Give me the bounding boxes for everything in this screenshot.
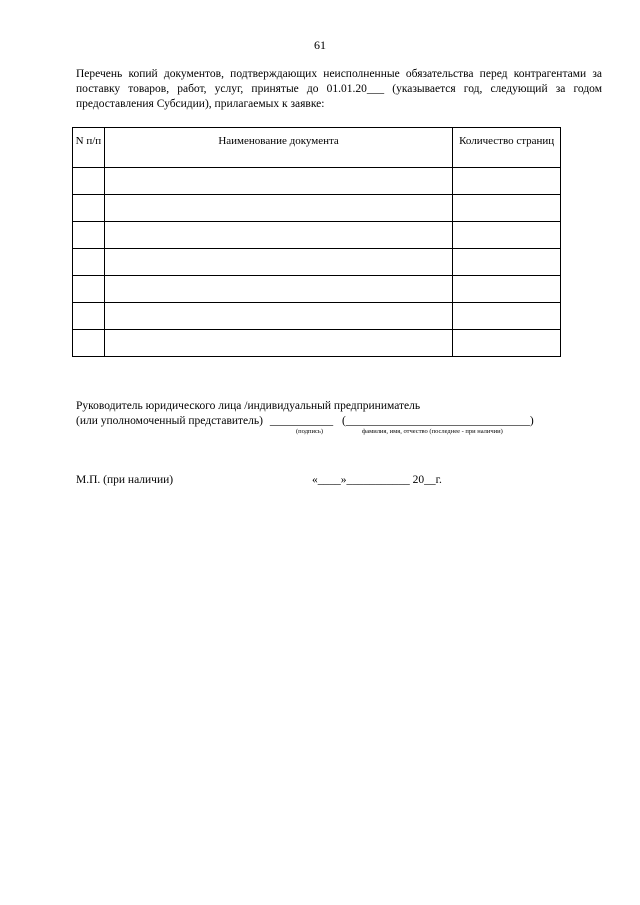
- cell-number: [73, 276, 105, 303]
- signatory-title: Руководитель юридического лица /индивидуальный предприниматель: [76, 400, 421, 412]
- header-document-name: Наименование документа: [104, 128, 452, 168]
- cell-number: [73, 330, 105, 357]
- table-row: [73, 168, 561, 195]
- table-row: [73, 222, 561, 249]
- documents-table: [72, 127, 561, 357]
- cell-document-name: [104, 168, 452, 195]
- table-row: [73, 249, 561, 276]
- cell-document-name: [104, 276, 452, 303]
- cell-document-name: [104, 303, 452, 330]
- cell-page-count: [453, 168, 561, 195]
- header-number: N п/п: [73, 128, 105, 168]
- page-number: 61: [314, 38, 326, 52]
- cell-document-name: [104, 330, 452, 357]
- cell-page-count: [453, 276, 561, 303]
- table-row: [73, 330, 561, 357]
- cell-page-count: [453, 222, 561, 249]
- name-blank: (________________________________): [341, 415, 534, 427]
- header-page-count: Количество страниц: [453, 128, 561, 168]
- table-header-row: [73, 128, 561, 168]
- stamp-label: М.П. (при наличии): [76, 474, 174, 486]
- cell-number: [73, 168, 105, 195]
- cell-number: [73, 249, 105, 276]
- cell-page-count: [453, 249, 561, 276]
- representative-label: (или уполномоченный представитель): [76, 415, 263, 427]
- signature-caption: (подпись): [296, 428, 323, 435]
- intro-paragraph: Перечень копий документов, подтверждающих неисполненные обязательства перед контрагентами за поставку товаров, работ, услуг, принятые до 01.01.20___ (указывается год, следующий за годом предоставления Субсидии), прилагаемых к заявке:: [76, 68, 602, 110]
- signature-line: [76, 414, 534, 429]
- cell-number: [73, 222, 105, 249]
- cell-number: [73, 195, 105, 222]
- name-caption: фамилия, имя, отчество (последнее - при наличии): [362, 428, 503, 435]
- cell-document-name: [104, 195, 452, 222]
- cell-page-count: [453, 330, 561, 357]
- date-line: «____»___________ 20__г.: [312, 474, 442, 486]
- cell-document-name: [104, 249, 452, 276]
- cell-page-count: [453, 303, 561, 330]
- signature-block: [76, 399, 534, 429]
- cell-number: [73, 303, 105, 330]
- cell-document-name: [104, 222, 452, 249]
- table-row: [73, 276, 561, 303]
- signature-blank: ___________: [269, 415, 334, 427]
- cell-page-count: [453, 195, 561, 222]
- table-row: [73, 303, 561, 330]
- table-row: [73, 195, 561, 222]
